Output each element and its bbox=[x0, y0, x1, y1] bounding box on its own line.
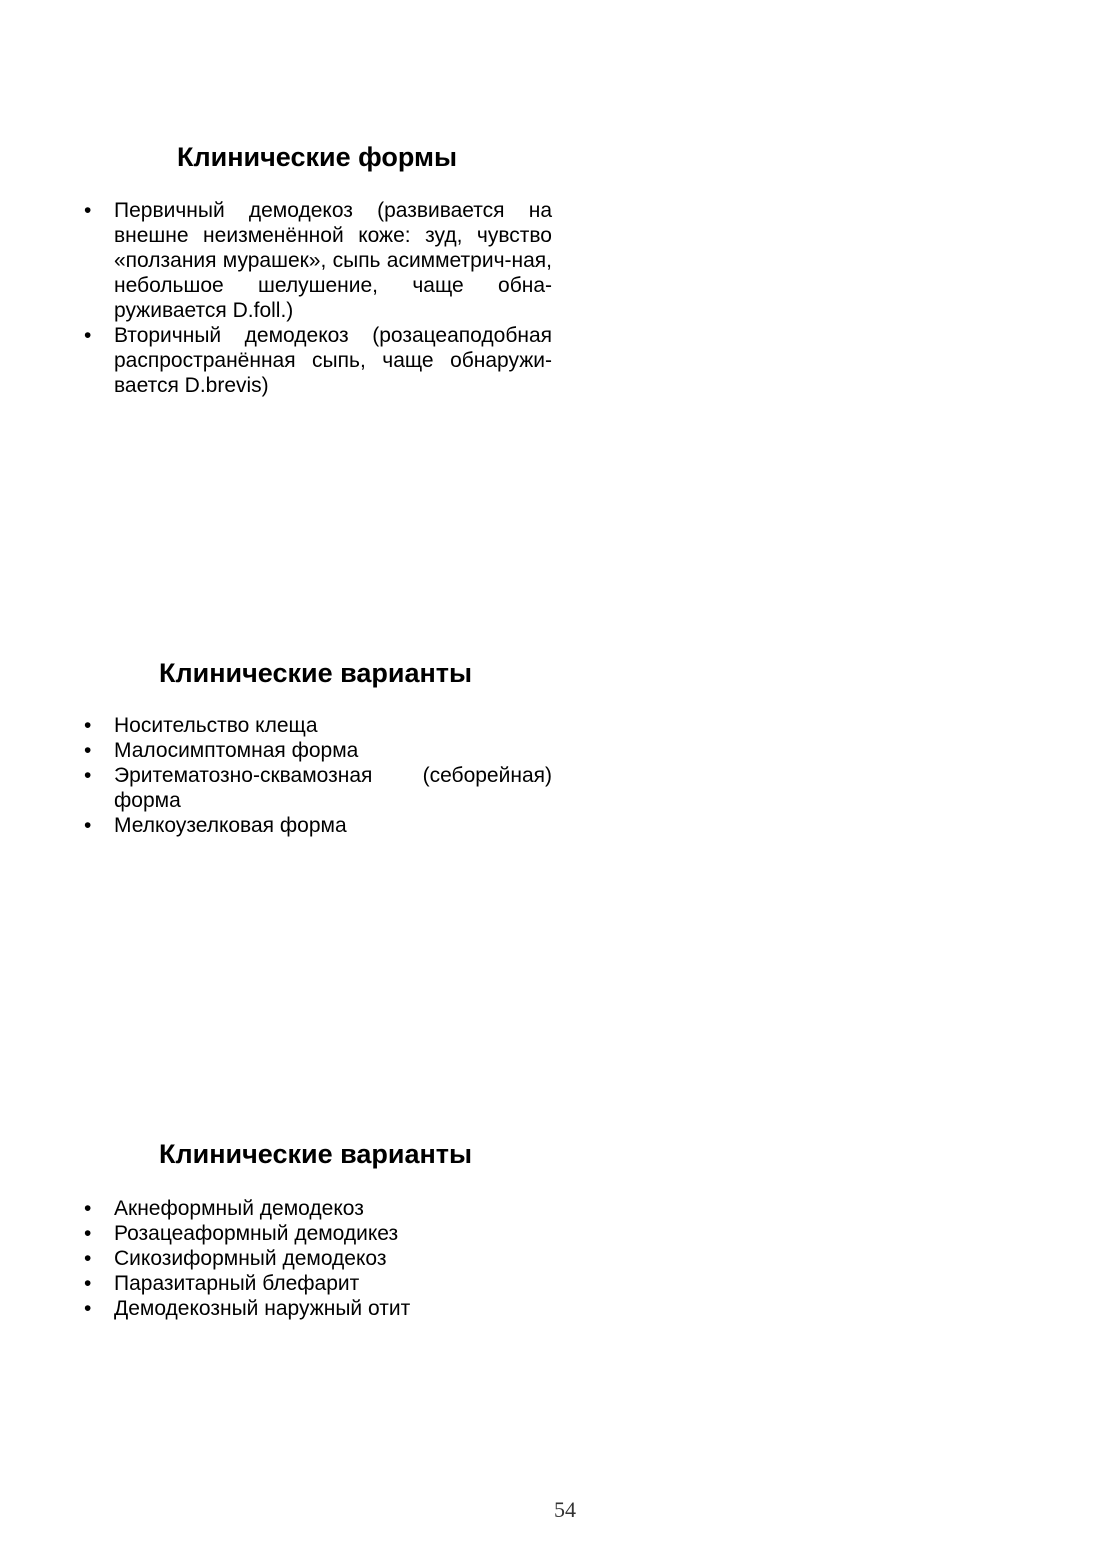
bullet-list bbox=[80, 1196, 552, 1321]
bullet-icon: • bbox=[84, 1247, 92, 1270]
list-item bbox=[80, 1271, 552, 1296]
list-item bbox=[80, 763, 552, 813]
list-item-text: Розацеаформный демодикез bbox=[114, 1222, 399, 1245]
bullet-icon: • bbox=[84, 1197, 92, 1220]
list-item bbox=[80, 813, 552, 838]
list-item-text: Малосимптомная форма bbox=[114, 739, 359, 762]
bullet-icon: • bbox=[84, 199, 92, 222]
section-title: Клинические формы bbox=[177, 142, 458, 172]
list-item bbox=[80, 1246, 552, 1271]
bullet-icon: • bbox=[84, 1272, 92, 1295]
bullet-list bbox=[80, 198, 552, 398]
list-item-text: Паразитарный блефарит bbox=[114, 1272, 360, 1295]
bullet-icon: • bbox=[84, 324, 92, 347]
section-title: Клинические варианты bbox=[159, 1139, 473, 1169]
list-item-text: Демодекозный наружный отит bbox=[114, 1297, 411, 1320]
bullet-icon: • bbox=[84, 1297, 92, 1320]
list-item bbox=[80, 1221, 552, 1246]
list-item bbox=[80, 323, 552, 398]
page-number: 54 bbox=[554, 1497, 576, 1522]
bullet-list bbox=[80, 713, 552, 838]
list-item-text: Носительство клеща bbox=[114, 714, 318, 737]
list-item-text: Мелкоузелковая форма bbox=[114, 814, 347, 837]
bullet-icon: • bbox=[84, 714, 92, 737]
bullet-icon: • bbox=[84, 739, 92, 762]
list-item-text: Эритематозно-сквамозная (себорейная) форма bbox=[114, 764, 552, 812]
list-item-text: Сикозиформный демодекоз bbox=[114, 1247, 387, 1270]
section-title: Клинические варианты bbox=[159, 658, 473, 688]
bullet-icon: • bbox=[84, 764, 92, 787]
list-item bbox=[80, 198, 552, 323]
list-item bbox=[80, 1196, 552, 1221]
list-item-text: Акнеформный демодекоз bbox=[114, 1197, 364, 1220]
list-item-text: Вторичный демодекоз (розацеаподобная распространённая сыпь, чаще обнаружи-вается D.brevis) bbox=[114, 324, 552, 397]
list-item bbox=[80, 738, 552, 763]
list-item-text: Первичный демодекоз (развивается на внешне неизменённой коже: зуд, чувство «ползания мурашек», сыпь асимметрич-ная, небольшое шелушение, чаще обна-руживается D.foll.) bbox=[114, 199, 552, 322]
list-item bbox=[80, 1296, 552, 1321]
bullet-icon: • bbox=[84, 1222, 92, 1245]
list-item bbox=[80, 713, 552, 738]
bullet-icon: • bbox=[84, 814, 92, 837]
